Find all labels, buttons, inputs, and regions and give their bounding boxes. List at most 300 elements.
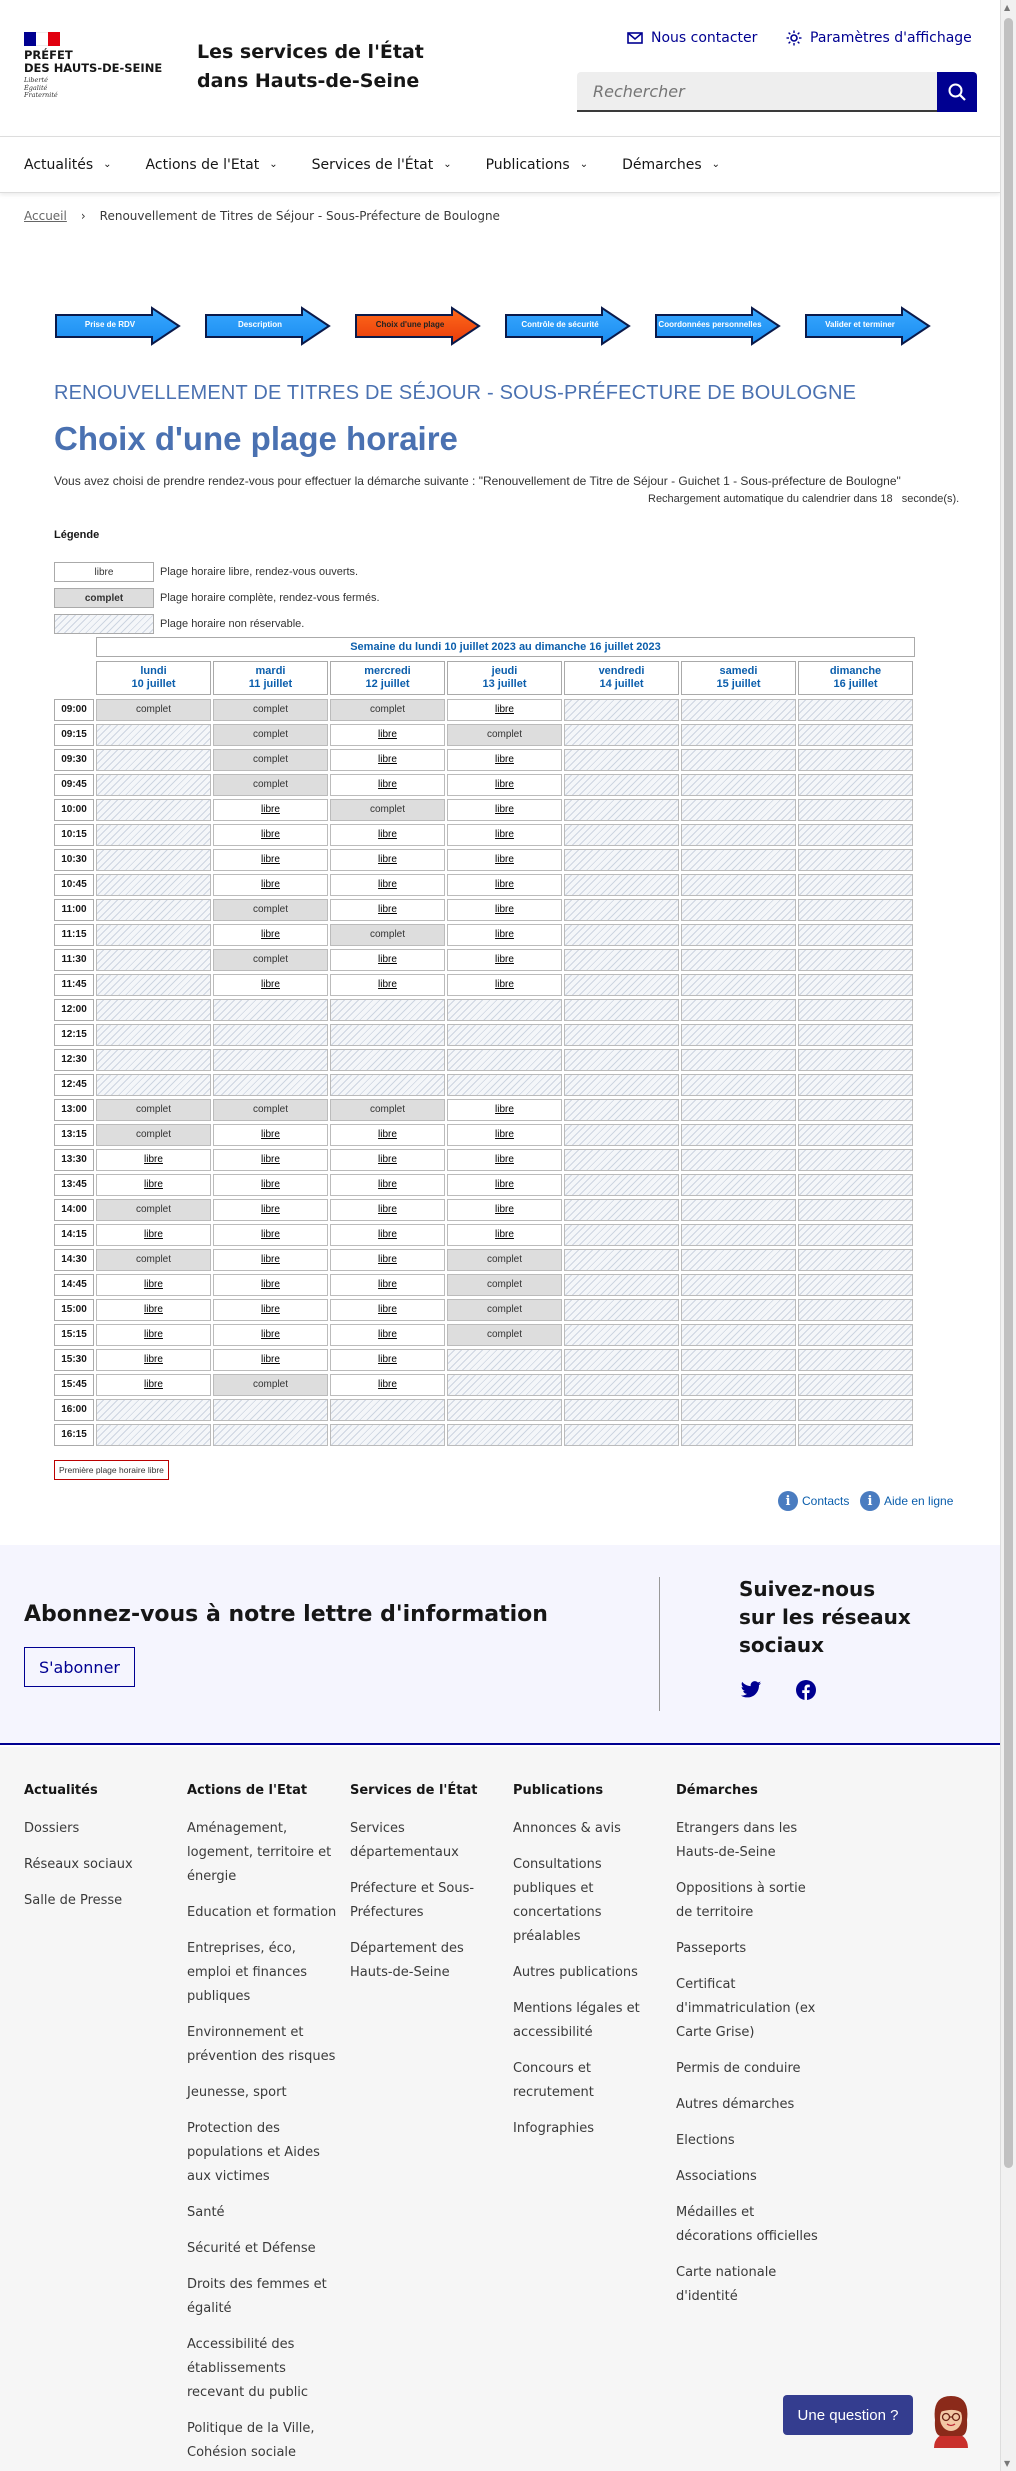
time-label: 15:00 [54, 1299, 94, 1321]
slot-unavailable [96, 1049, 211, 1071]
procedure-title: RENOUVELLEMENT DE TITRES DE SÉJOUR - SOUS-PRÉFECTURE DE BOULOGNE [54, 382, 857, 404]
slot-unavailable [564, 799, 679, 821]
slot-libre[interactable]: libre [213, 1149, 328, 1171]
slot-libre[interactable]: libre [330, 774, 445, 796]
footer-column-title: Publications [513, 1783, 604, 1798]
slot-libre[interactable]: libre [447, 1199, 562, 1221]
time-label: 11:00 [54, 899, 94, 921]
slot-unavailable [681, 1074, 796, 1096]
slot-libre[interactable]: libre [330, 1174, 445, 1196]
slot-unavailable [564, 824, 679, 846]
slot-unavailable [798, 1424, 913, 1446]
day-name: mercredi [364, 665, 411, 677]
footer-link[interactable]: Autres démarches [676, 2097, 795, 2112]
chevron-down-icon: ⌄ [103, 159, 112, 170]
search-button[interactable] [937, 72, 977, 112]
day-name: lundi [140, 665, 167, 677]
slot-libre[interactable]: libre [213, 1249, 328, 1271]
slot-unavailable [798, 1174, 913, 1196]
slot-unavailable [564, 1124, 679, 1146]
slot-unavailable [798, 999, 913, 1021]
slot-complet: complet [447, 1324, 562, 1346]
slot-libre[interactable]: libre [213, 874, 328, 896]
footer-link[interactable]: Politique de la Ville, Cohésion sociale [187, 2421, 315, 2460]
slot-unavailable [447, 1399, 562, 1421]
slot-libre[interactable]: libre [447, 774, 562, 796]
footer-link[interactable]: Concours et recrutement [513, 2061, 594, 2100]
nav-label: Publications [485, 156, 570, 173]
slot-unavailable [681, 1324, 796, 1346]
chevron-down-icon: ⌄ [579, 159, 589, 170]
slot-unavailable [798, 874, 913, 896]
slot-complet: complet [213, 724, 328, 746]
time-label: 15:30 [54, 1349, 94, 1371]
slot-libre[interactable]: libre [447, 849, 562, 871]
footer-column [676, 1779, 826, 2321]
help-link[interactable] [860, 1491, 953, 1511]
slot-libre[interactable]: libre [447, 899, 562, 921]
footer-link[interactable]: Etrangers dans les Hauts-de-Seine [676, 1821, 798, 1860]
slot-unavailable [447, 1024, 562, 1046]
time-label: 12:00 [54, 999, 94, 1021]
footer-link[interactable]: Autres publications [513, 1965, 638, 1980]
subscribe-button[interactable]: S'abonner [24, 1647, 135, 1687]
slot-unavailable [798, 899, 913, 921]
slot-libre[interactable]: libre [330, 899, 445, 921]
slot-unavailable [447, 1374, 562, 1396]
slot-unavailable [564, 1424, 679, 1446]
time-label: 14:30 [54, 1249, 94, 1271]
footer-link[interactable]: Permis de conduire [676, 2061, 801, 2076]
day-date: 10 juillet [131, 678, 176, 690]
slot-unavailable [681, 749, 796, 771]
slot-libre[interactable]: libre [213, 1299, 328, 1321]
slot-libre[interactable]: libre [213, 1199, 328, 1221]
slot-unavailable [564, 1274, 679, 1296]
slot-unavailable [564, 749, 679, 771]
nav-item-demarches[interactable] [622, 137, 720, 192]
slot-unavailable [681, 1024, 796, 1046]
slot-libre[interactable]: libre [96, 1324, 211, 1346]
newsletter-section [0, 1545, 1000, 1745]
slot-unavailable [564, 1149, 679, 1171]
slot-unavailable [681, 949, 796, 971]
slot-unavailable [96, 1424, 211, 1446]
facebook-icon[interactable] [796, 1680, 816, 1700]
footer-link[interactable]: Aménagement, logement, territoire et énergie [187, 1821, 332, 1884]
legend-box-complet: complet [54, 588, 154, 608]
slot-libre[interactable]: libre [330, 724, 445, 746]
legend-box-libre: libre [54, 562, 154, 582]
slot-unavailable [447, 999, 562, 1021]
slot-unavailable [681, 874, 796, 896]
slot-libre[interactable]: libre [213, 974, 328, 996]
search-bar [577, 72, 977, 112]
slot-unavailable [96, 774, 211, 796]
day-header [213, 661, 328, 695]
twitter-icon[interactable] [740, 1680, 762, 1700]
slot-complet: complet [213, 949, 328, 971]
slot-libre[interactable]: libre [330, 874, 445, 896]
time-label: 09:15 [54, 724, 94, 746]
slot-libre[interactable]: libre [447, 1174, 562, 1196]
legend-item-complet [54, 588, 380, 608]
slot-libre[interactable]: libre [96, 1374, 211, 1396]
scroll-down-icon[interactable]: ▼ [1004, 2459, 1011, 2468]
footer-link[interactable]: Consultations publiques et concertations préalables [513, 1857, 602, 1944]
step-5 [654, 306, 782, 346]
step-label: Contrôle de sécurité [521, 320, 599, 329]
slot-unavailable [681, 1374, 796, 1396]
slot-libre[interactable]: libre [447, 949, 562, 971]
slot-unavailable [798, 949, 913, 971]
slot-unavailable [681, 899, 796, 921]
slot-libre[interactable]: libre [213, 849, 328, 871]
slot-libre[interactable]: libre [330, 849, 445, 871]
slot-unavailable [564, 1049, 679, 1071]
slot-libre[interactable]: libre [330, 1124, 445, 1146]
slot-libre[interactable]: libre [96, 1349, 211, 1371]
divider [659, 1577, 660, 1711]
footer-link[interactable]: Département des Hauts-de-Seine [350, 1941, 464, 1980]
footer-link[interactable]: Sécurité et Défense [187, 2241, 316, 2256]
slot-unavailable [681, 1199, 796, 1221]
slot-complet: complet [447, 724, 562, 746]
slot-complet: complet [447, 1299, 562, 1321]
slot-libre[interactable]: libre [213, 1174, 328, 1196]
slot-complet: complet [213, 1099, 328, 1121]
slot-unavailable [564, 1199, 679, 1221]
footer-link[interactable]: Elections [676, 2133, 735, 2148]
chevron-down-icon: ⌄ [711, 159, 721, 170]
nav-item-publications[interactable] [486, 137, 589, 192]
day-date: 14 juillet [599, 678, 644, 690]
scrollbar[interactable] [1000, 0, 1016, 2471]
slot-unavailable [96, 899, 211, 921]
day-header [798, 661, 913, 695]
slot-libre[interactable]: libre [447, 749, 562, 771]
slot-unavailable [798, 824, 913, 846]
nav-item-actualites[interactable] [24, 137, 112, 192]
footer-link[interactable]: Education et formation [187, 1905, 337, 1920]
footer-link[interactable]: Oppositions à sortie de territoire [676, 1881, 806, 1920]
step-label: Description [237, 320, 282, 329]
slot-unavailable [330, 1049, 445, 1071]
slot-unavailable [564, 1349, 679, 1371]
slot-libre[interactable]: libre [447, 699, 562, 721]
main-nav [0, 137, 1000, 193]
slot-unavailable [564, 1074, 679, 1096]
slot-unavailable [681, 999, 796, 1021]
time-label: 12:30 [54, 1049, 94, 1071]
slot-unavailable [96, 999, 211, 1021]
footer-column-title: Démarches [676, 1783, 758, 1798]
slot-libre[interactable]: libre [330, 1324, 445, 1346]
footer-link[interactable]: Réseaux sociaux [24, 1857, 133, 1872]
slot-unavailable [96, 1399, 211, 1421]
slot-libre[interactable]: libre [213, 1324, 328, 1346]
day-name: jeudi [491, 665, 518, 677]
slot-libre[interactable]: libre [213, 1224, 328, 1246]
time-label: 12:45 [54, 1074, 94, 1096]
time-label: 15:45 [54, 1374, 94, 1396]
footer-column [187, 1779, 337, 2471]
slot-libre[interactable]: libre [330, 749, 445, 771]
slot-unavailable [798, 974, 913, 996]
day-date: 12 juillet [365, 678, 410, 690]
slot-unavailable [681, 1274, 796, 1296]
footer-link[interactable]: Infographies [513, 2121, 595, 2136]
slot-unavailable [96, 974, 211, 996]
slot-unavailable [681, 799, 796, 821]
breadcrumb [24, 209, 500, 223]
slot-libre[interactable]: libre [330, 949, 445, 971]
slot-unavailable [447, 1424, 562, 1446]
chevron-down-icon: ⌄ [443, 159, 452, 170]
slot-unavailable [798, 1399, 913, 1421]
slot-unavailable [564, 1374, 679, 1396]
slot-unavailable [213, 1399, 328, 1421]
day-name: vendredi [598, 665, 645, 677]
contact-label: Nous contacter [651, 30, 758, 46]
breadcrumb-home[interactable]: Accueil [24, 209, 67, 223]
procedure-intro: Vous avez choisi de prendre rendez-vous pour effectuer la démarche suivante : "Renouvellement de Titre de Séjour - Guichet 1 - Sous-préfecture de Boulogne" [54, 474, 901, 488]
time-label: 11:45 [54, 974, 94, 996]
slot-unavailable [798, 849, 913, 871]
time-label: 09:45 [54, 774, 94, 796]
time-label: 12:15 [54, 1024, 94, 1046]
footer-link[interactable]: Passeports [676, 1941, 747, 1956]
time-label: 16:15 [54, 1424, 94, 1446]
slot-complet: complet [213, 749, 328, 771]
slot-unavailable [681, 1299, 796, 1321]
slot-libre[interactable]: libre [96, 1224, 211, 1246]
slot-unavailable [330, 999, 445, 1021]
slot-libre[interactable]: libre [330, 1149, 445, 1171]
slot-libre[interactable]: libre [447, 874, 562, 896]
slot-unavailable [447, 1049, 562, 1071]
day-header [96, 661, 211, 695]
footer-column [24, 1779, 174, 1925]
slot-libre[interactable]: libre [330, 1199, 445, 1221]
brand-name[interactable]: PRÉFET DES HAUTS-DE-SEINE [24, 48, 163, 75]
slot-unavailable [681, 1399, 796, 1421]
slot-libre[interactable]: libre [330, 1349, 445, 1371]
nav-item-services-etat[interactable] [312, 137, 452, 192]
step-label: Valider et terminer [825, 320, 895, 329]
slot-libre[interactable]: libre [447, 799, 562, 821]
slot-unavailable [798, 799, 913, 821]
chatbot-avatar[interactable] [926, 2390, 976, 2450]
slot-libre[interactable]: libre [330, 1249, 445, 1271]
slot-libre[interactable]: libre [96, 1149, 211, 1171]
republique-flag-logo[interactable] [24, 32, 60, 46]
day-date: 13 juillet [482, 678, 527, 690]
time-label: 13:30 [54, 1149, 94, 1171]
slot-unavailable [681, 974, 796, 996]
legend-text: Plage horaire complète, rendez-vous fermés. [160, 592, 380, 604]
footer-link[interactable]: Carte nationale d'identité [676, 2265, 777, 2304]
slot-unavailable [96, 874, 211, 896]
question-chat-button[interactable]: Une question ? [783, 2395, 913, 2435]
slot-unavailable [564, 974, 679, 996]
footer-link[interactable]: Préfecture et Sous-Préfectures [350, 1881, 475, 1920]
slot-complet: complet [447, 1249, 562, 1271]
footer-link[interactable]: Salle de Presse [24, 1893, 123, 1908]
mail-icon [627, 32, 643, 44]
slot-libre[interactable]: libre [447, 1149, 562, 1171]
slot-libre[interactable]: libre [330, 974, 445, 996]
scroll-up-icon[interactable]: ▲ [1004, 3, 1011, 12]
slot-unavailable [96, 724, 211, 746]
slot-libre[interactable]: libre [213, 924, 328, 946]
slot-complet: complet [96, 1199, 211, 1221]
slot-libre[interactable]: libre [213, 1124, 328, 1146]
contacts-link[interactable] [778, 1491, 849, 1511]
time-label: 14:45 [54, 1274, 94, 1296]
legend-text: Plage horaire libre, rendez-vous ouverts. [160, 566, 359, 578]
legend-title: Légende [54, 529, 100, 541]
footer-link[interactable]: Santé [187, 2205, 225, 2220]
slot-complet: complet [330, 799, 445, 821]
step-label: Prise de RDV [84, 320, 136, 329]
nav-label: Actualités [24, 156, 94, 173]
footer-link[interactable]: Droits des femmes et égalité [187, 2277, 327, 2316]
slot-libre[interactable]: libre [213, 824, 328, 846]
search-input[interactable] [577, 72, 937, 112]
slot-libre[interactable]: libre [330, 1374, 445, 1396]
slot-unavailable [564, 949, 679, 971]
slot-libre[interactable]: libre [447, 1224, 562, 1246]
slot-unavailable [798, 1349, 913, 1371]
slot-libre[interactable]: libre [330, 1274, 445, 1296]
footer-link[interactable]: Entreprises, éco, emploi et finances publiques [187, 1941, 308, 2004]
footer-link[interactable]: Annonces & avis [513, 1821, 621, 1836]
slot-unavailable [564, 774, 679, 796]
slot-libre[interactable]: libre [213, 1274, 328, 1296]
slot-unavailable [564, 999, 679, 1021]
slot-libre[interactable]: libre [213, 799, 328, 821]
slot-unavailable [564, 924, 679, 946]
time-label: 10:30 [54, 849, 94, 871]
slot-libre[interactable]: libre [447, 1124, 562, 1146]
slot-libre[interactable]: libre [330, 1224, 445, 1246]
day-name: samedi [719, 665, 758, 677]
slot-libre[interactable]: libre [447, 1099, 562, 1121]
contact-link[interactable] [627, 30, 757, 46]
time-label: 11:15 [54, 924, 94, 946]
time-label: 16:00 [54, 1399, 94, 1421]
slot-complet: complet [96, 699, 211, 721]
slot-unavailable [798, 774, 913, 796]
slot-unavailable [564, 1324, 679, 1346]
slot-unavailable [213, 1049, 328, 1071]
slot-unavailable [564, 1099, 679, 1121]
first-free-slot-button[interactable]: Première plage horaire libre [54, 1460, 169, 1480]
slot-complet: complet [330, 699, 445, 721]
display-settings-link[interactable] [786, 30, 972, 46]
footer-link[interactable]: Dossiers [24, 1821, 80, 1836]
chevron-right-icon: › [80, 209, 86, 223]
slot-unavailable [798, 1199, 913, 1221]
day-name: dimanche [829, 665, 882, 677]
search-icon [947, 82, 967, 102]
slot-unavailable [96, 749, 211, 771]
slot-unavailable [96, 824, 211, 846]
slot-libre[interactable]: libre [330, 824, 445, 846]
slot-complet: complet [213, 699, 328, 721]
slot-unavailable [447, 1074, 562, 1096]
slot-libre[interactable]: libre [447, 924, 562, 946]
legend-box-unavailable [54, 614, 154, 634]
slot-unavailable [681, 1049, 796, 1071]
slot-unavailable [681, 724, 796, 746]
slot-unavailable [798, 1224, 913, 1246]
slot-unavailable [96, 924, 211, 946]
slot-libre[interactable]: libre [447, 824, 562, 846]
footer-link[interactable]: Environnement et prévention des risques [187, 2025, 336, 2064]
nav-item-actions-etat[interactable] [146, 137, 278, 192]
help-label: Aide en ligne [884, 1494, 954, 1508]
day-date: 16 juillet [833, 678, 878, 690]
step-label: Choix d'une plage [375, 320, 445, 329]
slot-unavailable [564, 724, 679, 746]
slot-libre[interactable]: libre [330, 1299, 445, 1321]
time-label: 09:00 [54, 699, 94, 721]
slot-unavailable [798, 1149, 913, 1171]
footer-link[interactable]: Certificat d'immatriculation (ex Carte Grise) [676, 1977, 816, 2040]
slot-unavailable [798, 749, 913, 771]
footer-link[interactable]: Services départementaux [350, 1821, 459, 1860]
footer-link[interactable]: Associations [676, 2169, 757, 2184]
site-title[interactable]: Les services de l'État dans Hauts-de-Seine [197, 41, 424, 92]
footer-column-title: Actions de l'Etat [187, 1783, 308, 1798]
slot-unavailable [798, 1374, 913, 1396]
slot-unavailable [96, 949, 211, 971]
footer-link[interactable]: Protection des populations et Aides aux victimes [187, 2121, 320, 2184]
footer-link[interactable]: Mentions légales et accessibilité [513, 2001, 640, 2040]
slot-unavailable [564, 1024, 679, 1046]
slot-unavailable [681, 824, 796, 846]
slot-libre[interactable]: libre [96, 1174, 211, 1196]
slot-unavailable [798, 1124, 913, 1146]
footer-column-title: Services de l'État [350, 1783, 478, 1798]
slot-unavailable [564, 1174, 679, 1196]
footer-link[interactable]: Accessibilité des établissements recevant du public [187, 2337, 309, 2400]
slot-libre[interactable]: libre [96, 1299, 211, 1321]
time-label: 14:15 [54, 1224, 94, 1246]
slot-unavailable [798, 724, 913, 746]
slot-complet: complet [330, 1099, 445, 1121]
time-label: 11:30 [54, 949, 94, 971]
step-2 [204, 306, 332, 346]
day-header [681, 661, 796, 695]
slot-unavailable [330, 1424, 445, 1446]
slot-libre[interactable]: libre [213, 1349, 328, 1371]
scrollbar-thumb[interactable] [1004, 18, 1013, 2168]
footer-link[interactable]: Médailles et décorations officielles [676, 2205, 818, 2244]
footer-link[interactable]: Jeunesse, sport [187, 2085, 287, 2100]
nav-label: Services de l'État [311, 156, 434, 173]
time-label: 10:15 [54, 824, 94, 846]
slot-unavailable [798, 1074, 913, 1096]
slot-unavailable [681, 1099, 796, 1121]
slot-libre[interactable]: libre [96, 1274, 211, 1296]
slot-unavailable [564, 1224, 679, 1246]
slot-libre[interactable]: libre [447, 974, 562, 996]
social-title: Suivez-nous sur les réseaux sociaux [739, 1577, 911, 1657]
sun-icon [786, 30, 802, 46]
